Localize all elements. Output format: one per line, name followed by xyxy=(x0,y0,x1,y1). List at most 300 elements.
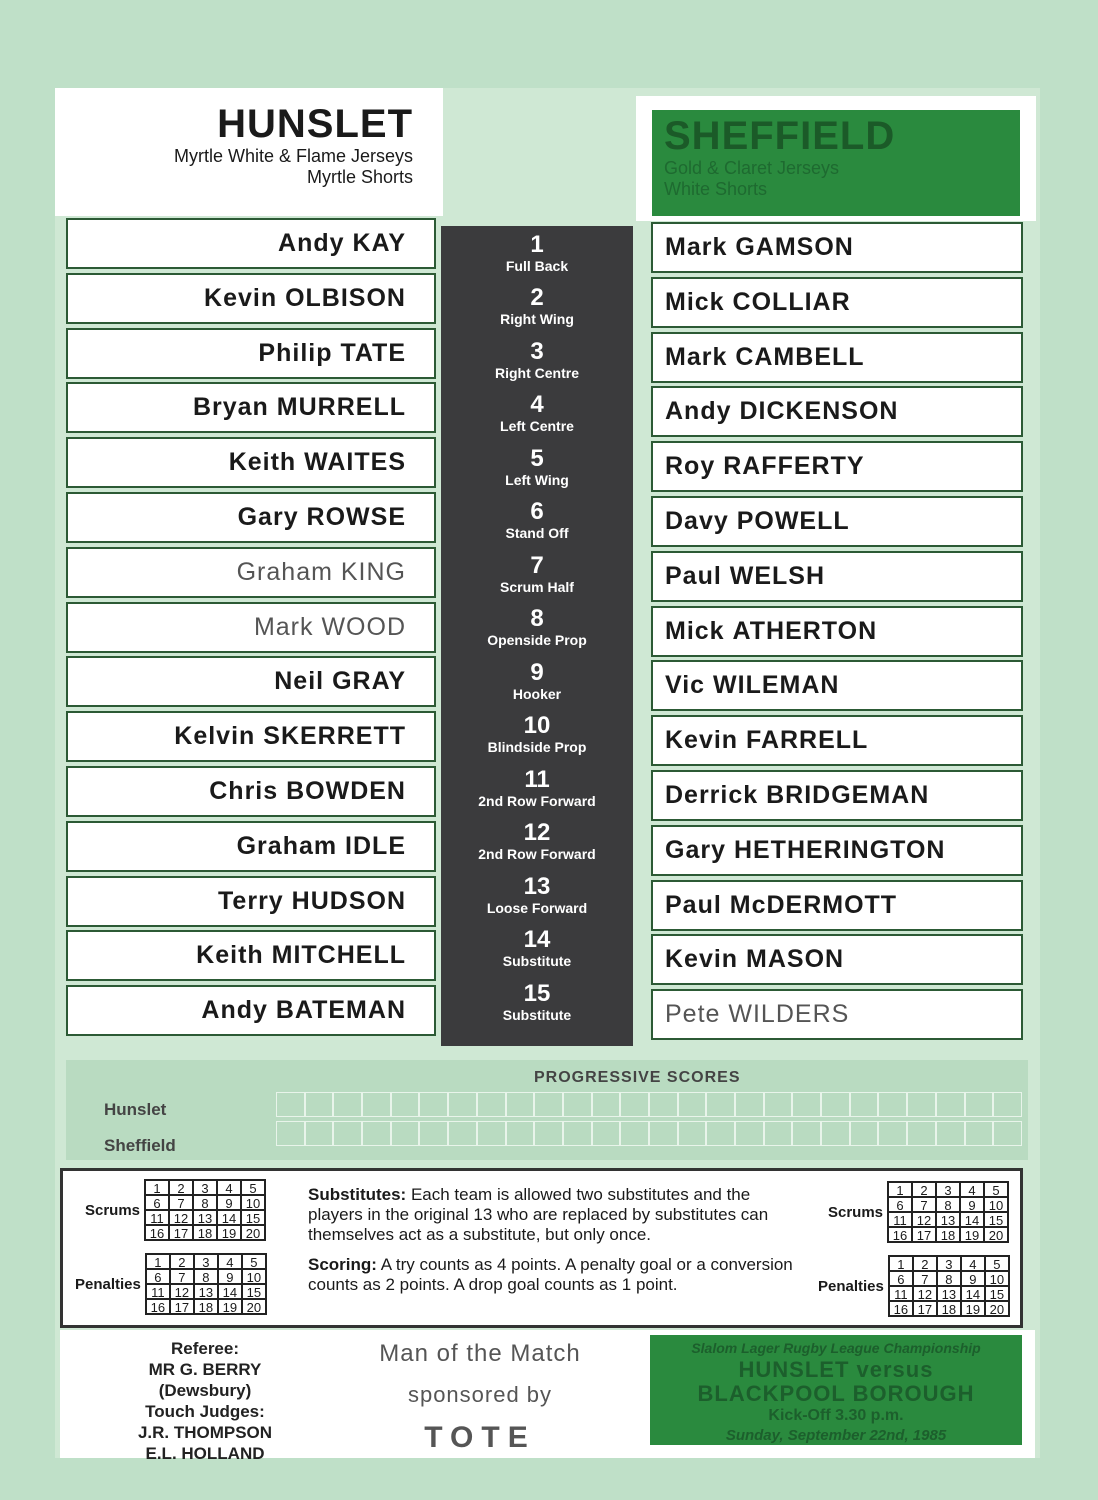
tally-cell: 19 xyxy=(961,1301,985,1316)
score-cell xyxy=(764,1092,793,1117)
position-name: Substitute xyxy=(502,953,572,970)
player-first-name: Gary xyxy=(665,835,726,864)
position-number: 7 xyxy=(530,551,544,579)
position-item xyxy=(441,761,633,815)
tally-cell: 1 xyxy=(889,1256,913,1271)
score-cell xyxy=(506,1121,535,1146)
away-player-row xyxy=(651,989,1023,1040)
score-cell xyxy=(735,1092,764,1117)
tally-cell: 2 xyxy=(169,1180,193,1195)
player-first-name: Bryan xyxy=(192,393,269,422)
positions-column xyxy=(441,226,633,1046)
substitutes-heading: Substitutes: xyxy=(308,1185,407,1204)
tally-cell: 10 xyxy=(242,1269,266,1284)
tally-cell: 13 xyxy=(193,1210,217,1225)
tally-cell: 20 xyxy=(241,1225,265,1240)
tally-cell: 13 xyxy=(937,1286,961,1301)
position-number: 1 xyxy=(530,230,544,258)
position-name: Hooker xyxy=(512,685,562,702)
away-shorts: White Shorts xyxy=(664,179,768,199)
player-first-name: Pete xyxy=(665,1000,721,1029)
home-player-row xyxy=(66,602,436,653)
score-cell xyxy=(333,1092,362,1117)
scoring-text: A try counts as 4 points. A penalty goal or a conversion counts as 2 points. A drop goal counts as 1 point. xyxy=(308,1255,793,1294)
position-number: 11 xyxy=(524,765,550,793)
position-number: 5 xyxy=(530,444,544,472)
score-cell xyxy=(448,1121,477,1146)
player-first-name: Derrick xyxy=(665,780,759,809)
away-player-row xyxy=(651,222,1023,273)
away-player-row xyxy=(651,277,1023,328)
touch-judges-label: Touch Judges: xyxy=(145,1402,265,1421)
tally-cell: 15 xyxy=(984,1212,1008,1227)
tally-cell: 17 xyxy=(912,1227,936,1242)
tally-cell: 9 xyxy=(961,1271,985,1286)
score-cell xyxy=(592,1121,621,1146)
score-cell xyxy=(850,1092,879,1117)
home-player-row xyxy=(66,492,436,543)
score-cell xyxy=(764,1121,793,1146)
tally-cell: 4 xyxy=(960,1182,984,1197)
player-surname: WOOD xyxy=(321,612,406,641)
tally-cell: 10 xyxy=(984,1197,1008,1212)
score-cell xyxy=(362,1092,391,1117)
away-team-banner xyxy=(652,110,1020,216)
away-player-row xyxy=(651,551,1023,602)
player-surname: BRIDGEMAN xyxy=(766,780,930,809)
home-jerseys: Myrtle White & Flame Jerseys xyxy=(173,146,413,166)
tally-cell: 5 xyxy=(242,1254,266,1269)
scoring-rule xyxy=(308,1255,798,1295)
tally-cell: 14 xyxy=(217,1210,241,1225)
score-cell xyxy=(276,1121,305,1146)
tally-cell: 20 xyxy=(242,1299,266,1314)
tally-cell: 5 xyxy=(984,1182,1008,1197)
score-cell xyxy=(477,1092,506,1117)
away-player-row xyxy=(651,660,1023,711)
position-number: 6 xyxy=(530,498,544,526)
motm-title: Man of the Match xyxy=(379,1340,581,1367)
home-scrums-tally xyxy=(85,1179,266,1241)
player-first-name: Kelvin xyxy=(174,722,256,751)
position-name: Stand Off xyxy=(505,525,569,542)
home-team-name: HUNSLET xyxy=(217,102,413,146)
score-cell xyxy=(706,1121,735,1146)
score-cell xyxy=(419,1121,448,1146)
tally-cell: 4 xyxy=(961,1256,985,1271)
progressive-home-grid xyxy=(276,1092,1022,1117)
score-cell xyxy=(907,1121,936,1146)
score-cell xyxy=(993,1092,1022,1117)
score-cell xyxy=(678,1121,707,1146)
rules-text xyxy=(308,1185,798,1305)
tally-cell: 7 xyxy=(170,1269,194,1284)
tally-cell: 14 xyxy=(218,1284,242,1299)
player-first-name: Mark xyxy=(253,612,314,641)
tally-cell: 16 xyxy=(889,1301,913,1316)
player-surname: SKERRETT xyxy=(263,722,406,751)
player-first-name: Terry xyxy=(218,886,284,915)
position-number: 12 xyxy=(523,819,551,847)
tally-cell: 12 xyxy=(169,1210,193,1225)
player-first-name: Vic xyxy=(665,671,706,700)
tally-cell: 16 xyxy=(145,1225,169,1240)
home-player-row xyxy=(66,876,436,927)
tally-cell: 5 xyxy=(985,1256,1009,1271)
position-number: 14 xyxy=(523,926,551,954)
player-first-name: Davy xyxy=(665,506,729,535)
tally-cell: 11 xyxy=(146,1284,170,1299)
position-name: Scrum Half xyxy=(500,578,574,595)
score-cell xyxy=(563,1121,592,1146)
tally-cell: 3 xyxy=(193,1180,217,1195)
position-name: Loose Forward xyxy=(486,899,588,916)
away-jerseys: Gold & Claret Jerseys xyxy=(664,158,840,178)
tally-cell: 5 xyxy=(241,1180,265,1195)
tally-cell: 6 xyxy=(145,1195,169,1210)
score-cell xyxy=(878,1121,907,1146)
home-player-row xyxy=(66,382,436,433)
tally-label: Scrums xyxy=(828,1203,884,1221)
player-surname: BATEMAN xyxy=(275,996,406,1025)
position-name: Openside Prop xyxy=(487,632,587,649)
motm-sponsored-by: sponsored by xyxy=(407,1382,553,1407)
score-cell xyxy=(706,1092,735,1117)
score-cell xyxy=(649,1092,678,1117)
position-item xyxy=(441,387,633,441)
position-item xyxy=(441,708,633,762)
motm-sponsor: TOTE xyxy=(424,1421,536,1454)
tally-cell: 12 xyxy=(913,1286,937,1301)
away-player-row xyxy=(651,386,1023,437)
away-player-row xyxy=(651,934,1023,985)
progressive-home-label: Hunslet xyxy=(104,1100,167,1119)
home-penalties-tally xyxy=(75,1253,267,1315)
position-name: Left Centre xyxy=(500,418,574,435)
player-surname: TATE xyxy=(340,338,406,367)
tally-cell: 18 xyxy=(936,1227,960,1242)
tally-cell: 7 xyxy=(912,1197,936,1212)
player-first-name: Graham xyxy=(236,831,338,860)
tally-cell: 3 xyxy=(937,1256,961,1271)
tally-cell: 12 xyxy=(912,1212,936,1227)
tally-label: Penalties xyxy=(818,1277,884,1295)
away-team-header xyxy=(636,96,1036,221)
progressive-scores-title: PROGRESSIVE SCORES xyxy=(534,1069,741,1086)
score-cell xyxy=(993,1121,1022,1146)
position-item xyxy=(441,868,633,922)
home-player-row xyxy=(66,821,436,872)
score-cell xyxy=(534,1092,563,1117)
position-number: 4 xyxy=(530,391,544,419)
player-surname: GRAY xyxy=(332,667,406,696)
tally-label: Penalties xyxy=(75,1275,141,1293)
touch-judge-1: J.R. THOMPSON xyxy=(137,1423,273,1442)
tally-cell: 8 xyxy=(937,1271,961,1286)
tally-cell: 4 xyxy=(217,1180,241,1195)
score-cell xyxy=(878,1092,907,1117)
tally-grid xyxy=(145,1253,267,1315)
tally-cell: 20 xyxy=(985,1301,1009,1316)
position-item xyxy=(441,547,633,601)
fixture-kickoff: Kick-Off 3.30 p.m. xyxy=(768,1407,904,1424)
tally-cell: 9 xyxy=(960,1197,984,1212)
player-first-name: Roy xyxy=(665,452,716,481)
score-cell xyxy=(620,1092,649,1117)
tally-cell: 8 xyxy=(194,1269,218,1284)
tally-cell: 2 xyxy=(170,1254,194,1269)
tally-cell: 2 xyxy=(913,1256,937,1271)
referee-name: MR G. BERRY xyxy=(148,1360,262,1379)
scoring-heading: Scoring: xyxy=(308,1255,377,1274)
score-cell xyxy=(850,1121,879,1146)
tally-cell: 19 xyxy=(218,1299,242,1314)
home-player-row xyxy=(66,656,436,707)
player-first-name: Andy xyxy=(665,397,732,426)
away-player-row xyxy=(651,825,1023,876)
away-player-row xyxy=(651,770,1023,821)
player-surname: OLBISON xyxy=(285,283,406,312)
position-item xyxy=(441,922,633,976)
position-item xyxy=(441,280,633,334)
tally-cell: 18 xyxy=(193,1225,217,1240)
position-name: 2nd Row Forward xyxy=(478,792,596,809)
progressive-away-grid xyxy=(276,1121,1022,1146)
tally-cell: 8 xyxy=(936,1197,960,1212)
home-player-row xyxy=(66,711,436,762)
score-cell xyxy=(391,1121,420,1146)
position-name: Blindside Prop xyxy=(487,739,587,756)
tally-cell: 15 xyxy=(241,1210,265,1225)
score-cell xyxy=(563,1092,592,1117)
tally-cell: 11 xyxy=(145,1210,169,1225)
tally-cell: 12 xyxy=(170,1284,194,1299)
player-surname: WAITES xyxy=(304,448,406,477)
tally-cell: 9 xyxy=(218,1269,242,1284)
position-item xyxy=(441,494,633,548)
player-first-name: Keith xyxy=(228,448,297,477)
away-player-row xyxy=(651,441,1023,492)
position-number: 13 xyxy=(523,872,551,900)
away-player-row xyxy=(651,606,1023,657)
player-first-name: Kevin xyxy=(204,283,278,312)
player-first-name: Philip xyxy=(258,338,333,367)
player-first-name: Neil xyxy=(274,667,325,696)
player-surname: HUDSON xyxy=(291,886,406,915)
tally-cell: 7 xyxy=(913,1271,937,1286)
tally-grid xyxy=(887,1181,1009,1243)
substitutes-rule xyxy=(308,1185,798,1245)
player-surname: IDLE xyxy=(345,831,406,860)
score-cell xyxy=(305,1121,334,1146)
score-cell xyxy=(965,1121,994,1146)
score-cell xyxy=(276,1092,305,1117)
player-first-name: Andy xyxy=(278,229,345,257)
score-cell xyxy=(907,1092,936,1117)
score-cell xyxy=(936,1121,965,1146)
tally-cell: 14 xyxy=(960,1212,984,1227)
fixture-competition: Slalom Lager Rugby League Championship xyxy=(691,1340,981,1356)
away-team-name: SHEFFIELD xyxy=(664,114,896,158)
position-item xyxy=(441,333,633,387)
tally-grid xyxy=(144,1179,266,1241)
away-penalties-tally xyxy=(818,1255,1010,1317)
tally-cell: 4 xyxy=(218,1254,242,1269)
home-player-row xyxy=(66,218,436,269)
player-surname: GAMSON xyxy=(735,233,854,261)
player-surname: BOWDEN xyxy=(286,776,406,805)
position-name: Right Centre xyxy=(495,364,579,381)
score-cell xyxy=(448,1092,477,1117)
player-surname: WILEMAN xyxy=(713,671,840,700)
tally-cell: 18 xyxy=(937,1301,961,1316)
fixture-teams-2: BLACKPOOL BOROUGH xyxy=(697,1381,975,1406)
player-surname: POWELL xyxy=(736,506,850,535)
position-item xyxy=(441,601,633,655)
score-cell xyxy=(678,1092,707,1117)
tally-cell: 3 xyxy=(194,1254,218,1269)
score-cell xyxy=(821,1092,850,1117)
player-first-name: Kevin xyxy=(665,945,739,974)
score-cell xyxy=(965,1092,994,1117)
player-first-name: Paul xyxy=(665,561,722,590)
home-player-row xyxy=(66,437,436,488)
tally-cell: 10 xyxy=(241,1195,265,1210)
score-cell xyxy=(419,1092,448,1117)
tally-cell: 2 xyxy=(912,1182,936,1197)
tally-cell: 6 xyxy=(146,1269,170,1284)
player-surname: KING xyxy=(340,557,406,586)
tally-cell: 6 xyxy=(888,1197,912,1212)
player-first-name: Keith xyxy=(196,941,264,970)
position-name: Substitute xyxy=(502,1006,572,1023)
player-first-name: Paul xyxy=(665,890,722,919)
tally-cell: 18 xyxy=(194,1299,218,1314)
progressive-away-label: Sheffield xyxy=(104,1136,176,1155)
position-name: Left Wing xyxy=(505,471,569,488)
away-player-row xyxy=(651,880,1023,931)
player-first-name: Andy xyxy=(201,996,268,1025)
tally-cell: 11 xyxy=(888,1212,912,1227)
position-number: 15 xyxy=(523,979,551,1007)
score-cell xyxy=(936,1092,965,1117)
tally-cell: 20 xyxy=(984,1227,1008,1242)
touch-judge-2: E.L. HOLLAND xyxy=(145,1444,265,1463)
player-surname: HETHERINGTON xyxy=(733,835,946,864)
position-name: Full Back xyxy=(505,257,569,274)
fixture-date: Sunday, September 22nd, 1985 xyxy=(725,1427,947,1444)
player-surname: WILDERS xyxy=(728,1000,850,1029)
home-player-row xyxy=(66,930,436,981)
score-cell xyxy=(506,1092,535,1117)
tally-cell: 9 xyxy=(217,1195,241,1210)
score-cell xyxy=(821,1121,850,1146)
tally-cell: 17 xyxy=(913,1301,937,1316)
score-cell xyxy=(534,1121,563,1146)
home-player-row xyxy=(66,328,436,379)
tally-cell: 10 xyxy=(985,1271,1009,1286)
position-item xyxy=(441,815,633,869)
player-surname: WELSH xyxy=(729,561,826,590)
player-surname: DICKENSON xyxy=(739,397,899,426)
tally-cell: 6 xyxy=(889,1271,913,1286)
position-number: 8 xyxy=(530,605,544,633)
player-surname: McDERMOTT xyxy=(729,890,898,919)
info-box xyxy=(60,1168,1023,1328)
player-surname: ATHERTON xyxy=(732,616,878,645)
away-player-row xyxy=(651,496,1023,547)
player-first-name: Mark xyxy=(665,233,728,261)
player-surname: COLLIAR xyxy=(732,287,851,316)
score-cell xyxy=(649,1121,678,1146)
footer xyxy=(60,1330,1035,1463)
player-first-name: Graham xyxy=(236,557,333,586)
tally-cell: 19 xyxy=(217,1225,241,1240)
score-cell xyxy=(735,1121,764,1146)
player-surname: MITCHELL xyxy=(271,941,406,970)
substitutes-text: Each team is allowed two substitutes and the players in the original 13 who are replaced by substitutes can themselves act as a substitute, but only once. xyxy=(308,1185,769,1244)
away-player-row xyxy=(651,332,1023,383)
tally-cell: 1 xyxy=(145,1180,169,1195)
tally-cell: 11 xyxy=(889,1286,913,1301)
player-first-name: Mick xyxy=(665,616,725,645)
player-surname: MURRELL xyxy=(276,393,406,422)
player-surname: KAY xyxy=(352,229,406,257)
tally-cell: 15 xyxy=(242,1284,266,1299)
tally-cell: 16 xyxy=(888,1227,912,1242)
home-player-list xyxy=(66,218,436,1040)
position-number: 3 xyxy=(530,337,544,365)
tally-cell: 1 xyxy=(888,1182,912,1197)
player-surname: FARRELL xyxy=(746,726,869,755)
tally-label: Scrums xyxy=(85,1201,141,1219)
home-shorts: Myrtle Shorts xyxy=(306,167,413,187)
position-number: 10 xyxy=(523,712,551,740)
player-surname: MASON xyxy=(746,945,845,974)
position-item xyxy=(441,226,633,280)
player-first-name: Gary xyxy=(237,502,299,531)
position-number: 2 xyxy=(530,284,544,312)
home-team-header xyxy=(55,88,443,216)
player-first-name: Mark xyxy=(665,342,728,371)
home-player-row xyxy=(66,766,436,817)
position-name: Right Wing xyxy=(500,311,574,328)
tally-cell: 1 xyxy=(146,1254,170,1269)
tally-cell: 17 xyxy=(169,1225,193,1240)
fixture-teams-1: HUNSLET versus xyxy=(738,1357,934,1382)
progressive-scores xyxy=(66,1060,1028,1160)
score-cell xyxy=(477,1121,506,1146)
match-officials xyxy=(115,1338,295,1464)
tally-cell: 7 xyxy=(169,1195,193,1210)
player-surname: ROWSE xyxy=(306,502,406,531)
score-cell xyxy=(792,1092,821,1117)
tally-grid xyxy=(888,1255,1010,1317)
home-player-row xyxy=(66,985,436,1036)
position-item xyxy=(441,975,633,1029)
tally-cell: 13 xyxy=(936,1212,960,1227)
tally-cell: 17 xyxy=(170,1299,194,1314)
away-scrums-tally xyxy=(828,1181,1009,1243)
referee-label: Referee: xyxy=(170,1339,240,1358)
tally-cell: 13 xyxy=(194,1284,218,1299)
player-first-name: Mick xyxy=(665,287,725,316)
score-cell xyxy=(391,1092,420,1117)
home-player-row xyxy=(66,547,436,598)
away-player-list xyxy=(651,222,1023,1044)
fixture-banner xyxy=(650,1335,1022,1445)
player-surname: RAFFERTY xyxy=(723,452,865,481)
